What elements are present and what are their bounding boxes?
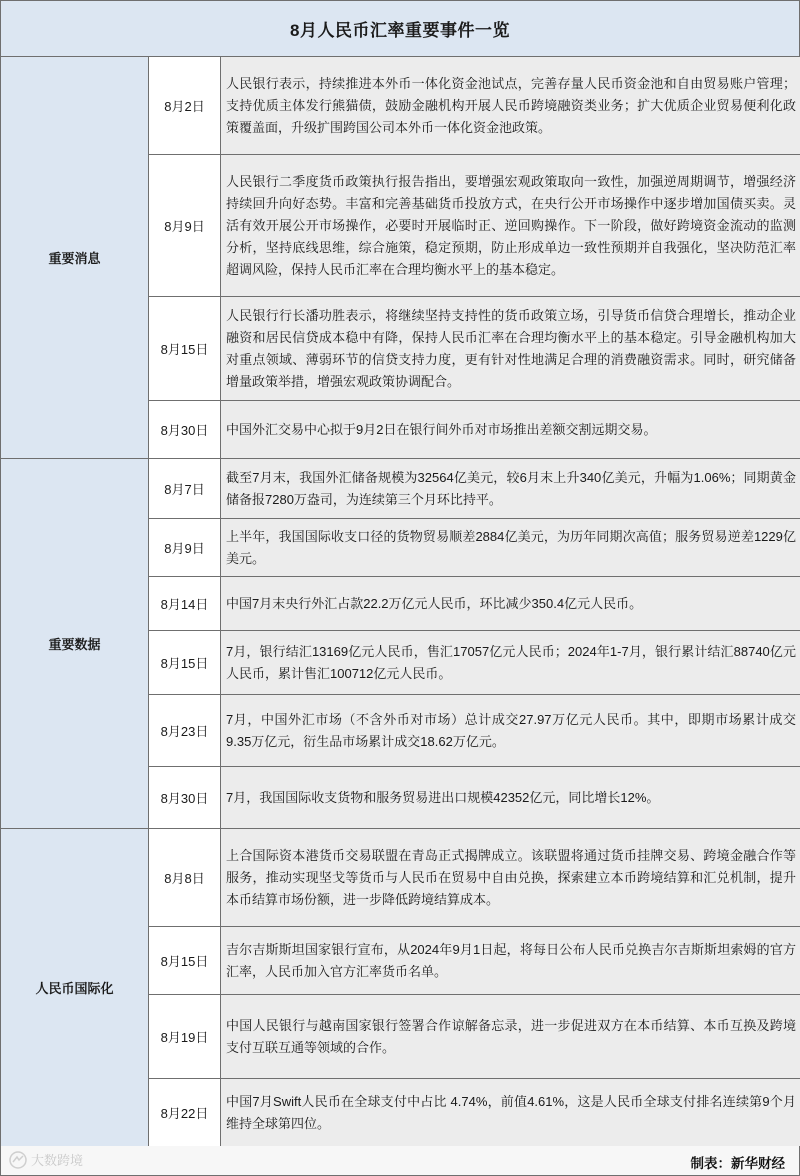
event-description: 人民银行二季度货币政策执行报告指出，要增强宏观政策取向一致性，加强逆周期调节，增强经济持续回升向好态势。丰富和完善基础货币投放方式，在央行公开市场操作中逐步增加国债买卖。灵活有效开展公开市场操作，必要时开展临时正、逆回购操作。下一阶段，做好跨境资金流动的监测分析，坚持底线思维，综合施策，稳定预期，防止形成单边一致性预期并自我强化，坚决防范汇率超调风险，保持人民币汇率在合理均衡水平上的基本稳定。 [221, 155, 800, 297]
watermark [9, 1150, 83, 1169]
date-cell: 8月30日 [149, 401, 221, 459]
date-cell: 8月23日 [149, 695, 221, 767]
date-cell: 8月8日 [149, 829, 221, 927]
date-cell: 8月15日 [149, 631, 221, 695]
event-row [1, 829, 800, 927]
date-cell: 8月9日 [149, 519, 221, 577]
date-cell: 8月14日 [149, 577, 221, 631]
event-row [1, 57, 800, 155]
event-description: 上半年，我国国际收支口径的货物贸易顺差2884亿美元，为历年同期次高值；服务贸易逆差1229亿美元。 [221, 519, 800, 577]
event-description: 中国人民银行与越南国家银行签署合作谅解备忘录，进一步促进双方在本币结算、本币互换及跨境支付互联互通等领域的合作。 [221, 995, 800, 1079]
events-table [0, 56, 800, 1147]
event-description: 7月，中国外汇市场（不含外币对市场）总计成交27.97万亿元人民币。其中，即期市场累计成交9.35万亿元，衍生品市场累计成交18.62万亿元。 [221, 695, 800, 767]
category-cell: 重要数据 [1, 459, 149, 829]
footer [0, 1146, 800, 1176]
category-cell: 人民币国际化 [1, 829, 149, 1147]
event-description: 中国7月末央行外汇占款22.2万亿元人民币，环比减少350.4亿元人民币。 [221, 577, 800, 631]
date-cell: 8月30日 [149, 767, 221, 829]
page-title: 8月人民币汇率重要事件一览 [0, 0, 800, 57]
date-cell: 8月19日 [149, 995, 221, 1079]
event-description: 人民银行表示，持续推进本外币一体化资金池试点，完善存量人民币资金池和自由贸易账户管理；支持优质主体发行熊猫债，鼓励金融机构开展人民币跨境融资类业务；扩大优质企业贸易便利化政策覆盖面，升级扩围跨国公司本外币一体化资金池政策。 [221, 57, 800, 155]
event-description: 中国外汇交易中心拟于9月2日在银行间外币对市场推出差额交割远期交易。 [221, 401, 800, 459]
watermark-logo-icon [9, 1151, 27, 1169]
category-cell: 重要消息 [1, 57, 149, 459]
date-cell: 8月15日 [149, 297, 221, 401]
date-cell: 8月22日 [149, 1079, 221, 1147]
event-row [1, 459, 800, 519]
date-cell: 8月9日 [149, 155, 221, 297]
event-description: 吉尔吉斯斯坦国家银行宣布，从2024年9月1日起，将每日公布人民币兑换吉尔吉斯斯坦索姆的官方汇率，人民币加入官方汇率货币名单。 [221, 927, 800, 995]
event-description: 人民银行行长潘功胜表示，将继续坚持支持性的货币政策立场，引导货币信贷合理增长，推动企业融资和居民信贷成本稳中有降，保持人民币汇率在合理均衡水平上的基本稳定。引导金融机构加大对重点领域、薄弱环节的信贷支持力度，更有针对性地满足合理的消费融资需求。同时，研究储备增量政策举措，增强宏观政策协调配合。 [221, 297, 800, 401]
event-description: 上合国际资本港货币交易联盟在青岛正式揭牌成立。该联盟将通过货币挂牌交易、跨境金融合作等服务，推动实现坚戈等货币与人民币在贸易中自由兑换，探索建立本币跨境结算和汇兑机制，提升本币结算市场份额，进一步降低跨境结算成本。 [221, 829, 800, 927]
event-description: 中国7月Swift人民币在全球支付中占比 4.74%，前值4.61%，这是人民币全球支付排名连续第9个月维持全球第四位。 [221, 1079, 800, 1147]
date-cell: 8月2日 [149, 57, 221, 155]
source-credit: 制表：新华财经 [690, 1156, 785, 1171]
event-description: 7月，银行结汇13169亿元人民币，售汇17057亿元人民币；2024年1-7月，银行累计结汇88740亿元人民币，累计售汇100712亿元人民币。 [221, 631, 800, 695]
date-cell: 8月15日 [149, 927, 221, 995]
date-cell: 8月7日 [149, 459, 221, 519]
event-description: 截至7月末，我国外汇储备规模为32564亿美元，较6月末上升340亿美元，升幅为1.06%；同期黄金储备报7280万盎司，为连续第三个月环比持平。 [221, 459, 800, 519]
watermark-text: 大数跨境 [31, 1153, 84, 1168]
event-description: 7月，我国国际收支货物和服务贸易进出口规模42352亿元，同比增长12%。 [221, 767, 800, 829]
